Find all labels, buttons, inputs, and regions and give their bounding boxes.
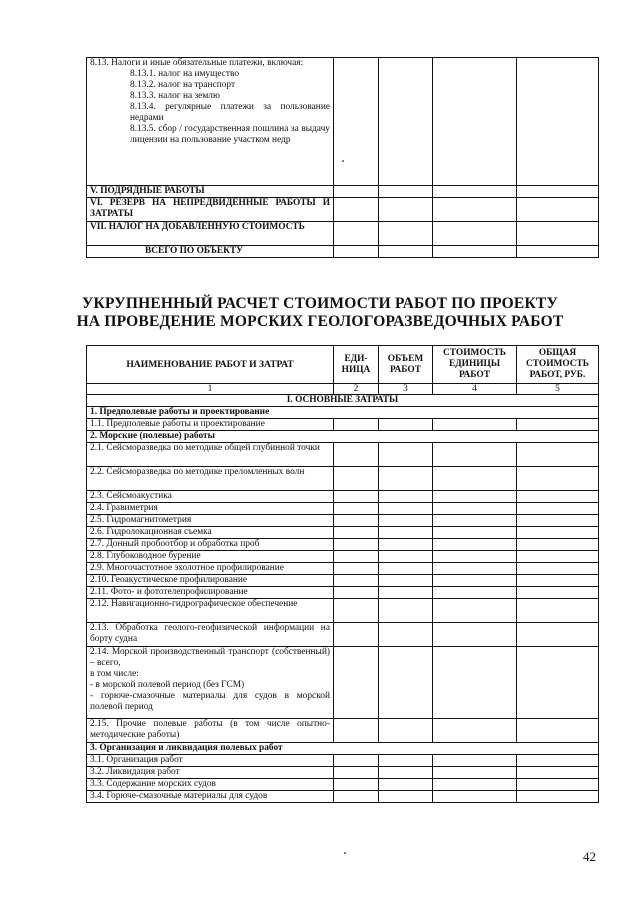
header-volume: ОБЪЕМ РАБОТ [379,346,433,384]
row-label: 3.1. Организация работ [87,755,334,767]
row-label: 2.12. Навигационно-гидрографическое обеспечение [87,599,334,623]
column-number: 2 [334,384,379,395]
group-row [87,431,599,443]
table-row [87,791,599,803]
table-row [87,467,599,491]
row-vi: VI. РЕЗЕРВ НА НЕПРЕДВИДЕННЫЕ РАБОТЫ И ЗАТРАТЫ [87,198,334,222]
row-label: 3.4. Горюче-смазочные материалы для судов [87,791,334,803]
page-number: 42 [583,849,596,864]
section-i: I. ОСНОВНЫЕ ЗАТРАТЫ [87,395,599,407]
column-number: 5 [517,384,599,395]
row-label: 2.5. Гидромагнитометрия [87,515,334,527]
table-row [87,563,599,575]
table-row [87,515,599,527]
row-8-13-2: 8.13.2. налог на транспорт [130,80,236,90]
group-row [87,743,599,755]
column-number: 3 [379,384,433,395]
row-8-13-5: 8.13.5. сбор / государственная пошлина за выдачу лицензии на пользование участком недр [130,124,330,145]
row-label: 2.6. Гидролокационная съемка [87,527,334,539]
row-label: 2.7. Донный пробоотбор и обработка проб [87,539,334,551]
table-row [87,58,599,186]
header-total-cost: ОБЩАЯ СТОИМОСТЬ РАБОТ, РУБ. [517,346,599,384]
table-row [87,527,599,539]
table-row [87,767,599,779]
document-heading [0,295,640,331]
table-row [87,551,599,563]
row-label: 2.2. Сейсморазведка по методике преломленных волн [87,467,334,491]
row-v: V. ПОДРЯДНЫЕ РАБОТЫ [87,186,334,198]
table-row [87,419,599,431]
row-2-14-sub2: - горюче-смазочные материалы для судов в морской полевой период [90,691,330,712]
row-label: 2.11. Фото- и фототелепрофилирование [87,587,334,599]
row-8-13-3: 8.13.3. налог на землю [130,91,220,101]
cost-estimate-table [86,345,599,803]
row-2-14-sub1: - в морской полевой период (без ГСМ) [90,680,245,690]
table-row [87,503,599,515]
header-name: НАИМЕНОВАНИЕ РАБОТ И ЗАТРАТ [87,346,334,384]
group-1: 1. Предполевые работы и проектирование [87,407,599,419]
row-8-13-title: 8.13. Налоги и иные обязательные платежи, включая: [90,58,304,68]
row-label: 2.3. Сейсмоакустика [87,491,334,503]
table-row [87,246,599,258]
row-label: 1.1. Предполевые работы и проектирование [87,419,334,431]
row-2-14-cell [87,647,334,719]
table-header-row [87,346,599,384]
table-row [87,623,599,647]
heading-line-2: НА ПРОВЕДЕНИЕ МОРСКИХ ГЕОЛОГОРАЗВЕДОЧНЫХ РАБОТ [76,313,564,330]
table-row [87,198,599,222]
group-2: 2. Морские (полевые) работы [87,431,599,443]
row-8-13-4: 8.13.4. регулярные платежи за пользование недрами [130,102,330,123]
table-row [87,186,599,198]
column-number: 4 [433,384,517,395]
column-number: 1 [87,384,334,395]
row-total: ВСЕГО ПО ОБЪЕКТУ [87,246,334,258]
table-row [87,575,599,587]
column-numbers-row [87,384,599,395]
row-vii: VII. НАЛОГ НА ДОБАВЛЕННУЮ СТОИМОСТЬ [87,222,334,246]
group-row [87,407,599,419]
row-label: 2.10. Геоакустическое профилирование [87,575,334,587]
table-row [87,539,599,551]
table-row [87,587,599,599]
row-label: 2.15. Прочие полевые работы (в том числе опытно-методические работы) [87,719,334,743]
table-row [87,779,599,791]
table-row [87,755,599,767]
scan-speck [344,852,346,854]
continuation-table [86,57,599,258]
row-label: 2.9. Многочастотное эхолотное профилирование [87,563,334,575]
table-row [87,599,599,623]
header-unit: ЕДИ-НИЦА [334,346,379,384]
section-row [87,395,599,407]
table-row [87,647,599,719]
scan-speck [342,160,344,162]
row-label: 3.2. Ликвидация работ [87,767,334,779]
row-label: 2.13. Обработка геолого-геофизической информации на борту судна [87,623,334,647]
header-unit-cost: СТОИМОСТЬ ЕДИНИЦЫ РАБОТ [433,346,517,384]
table-row [87,719,599,743]
group-3: 3. Организация и ликвидация полевых работ [87,743,599,755]
row-8-13-1: 8.13.1. налог на имущество [130,69,240,79]
table-row [87,491,599,503]
row-label: 3.3. Содержание морских судов [87,779,334,791]
table-row [87,443,599,467]
row-label: 2.4. Гравиметрия [87,503,334,515]
heading-line-1: УКРУПНЕННЫЙ РАСЧЕТ СТОИМОСТИ РАБОТ ПО ПРОЕКТУ [81,295,559,312]
row-8-13-cell [87,58,334,186]
row-2-14-title: 2.14. Морской производственный транспорт (собственный) – всего, [90,647,330,668]
row-label: 2.1. Сейсморазведка по методике общей глубинной точки [87,443,334,467]
table-row [87,222,599,246]
row-2-14-note: в том числе: [90,669,139,679]
row-label: 2.8. Глубоководное бурение [87,551,334,563]
